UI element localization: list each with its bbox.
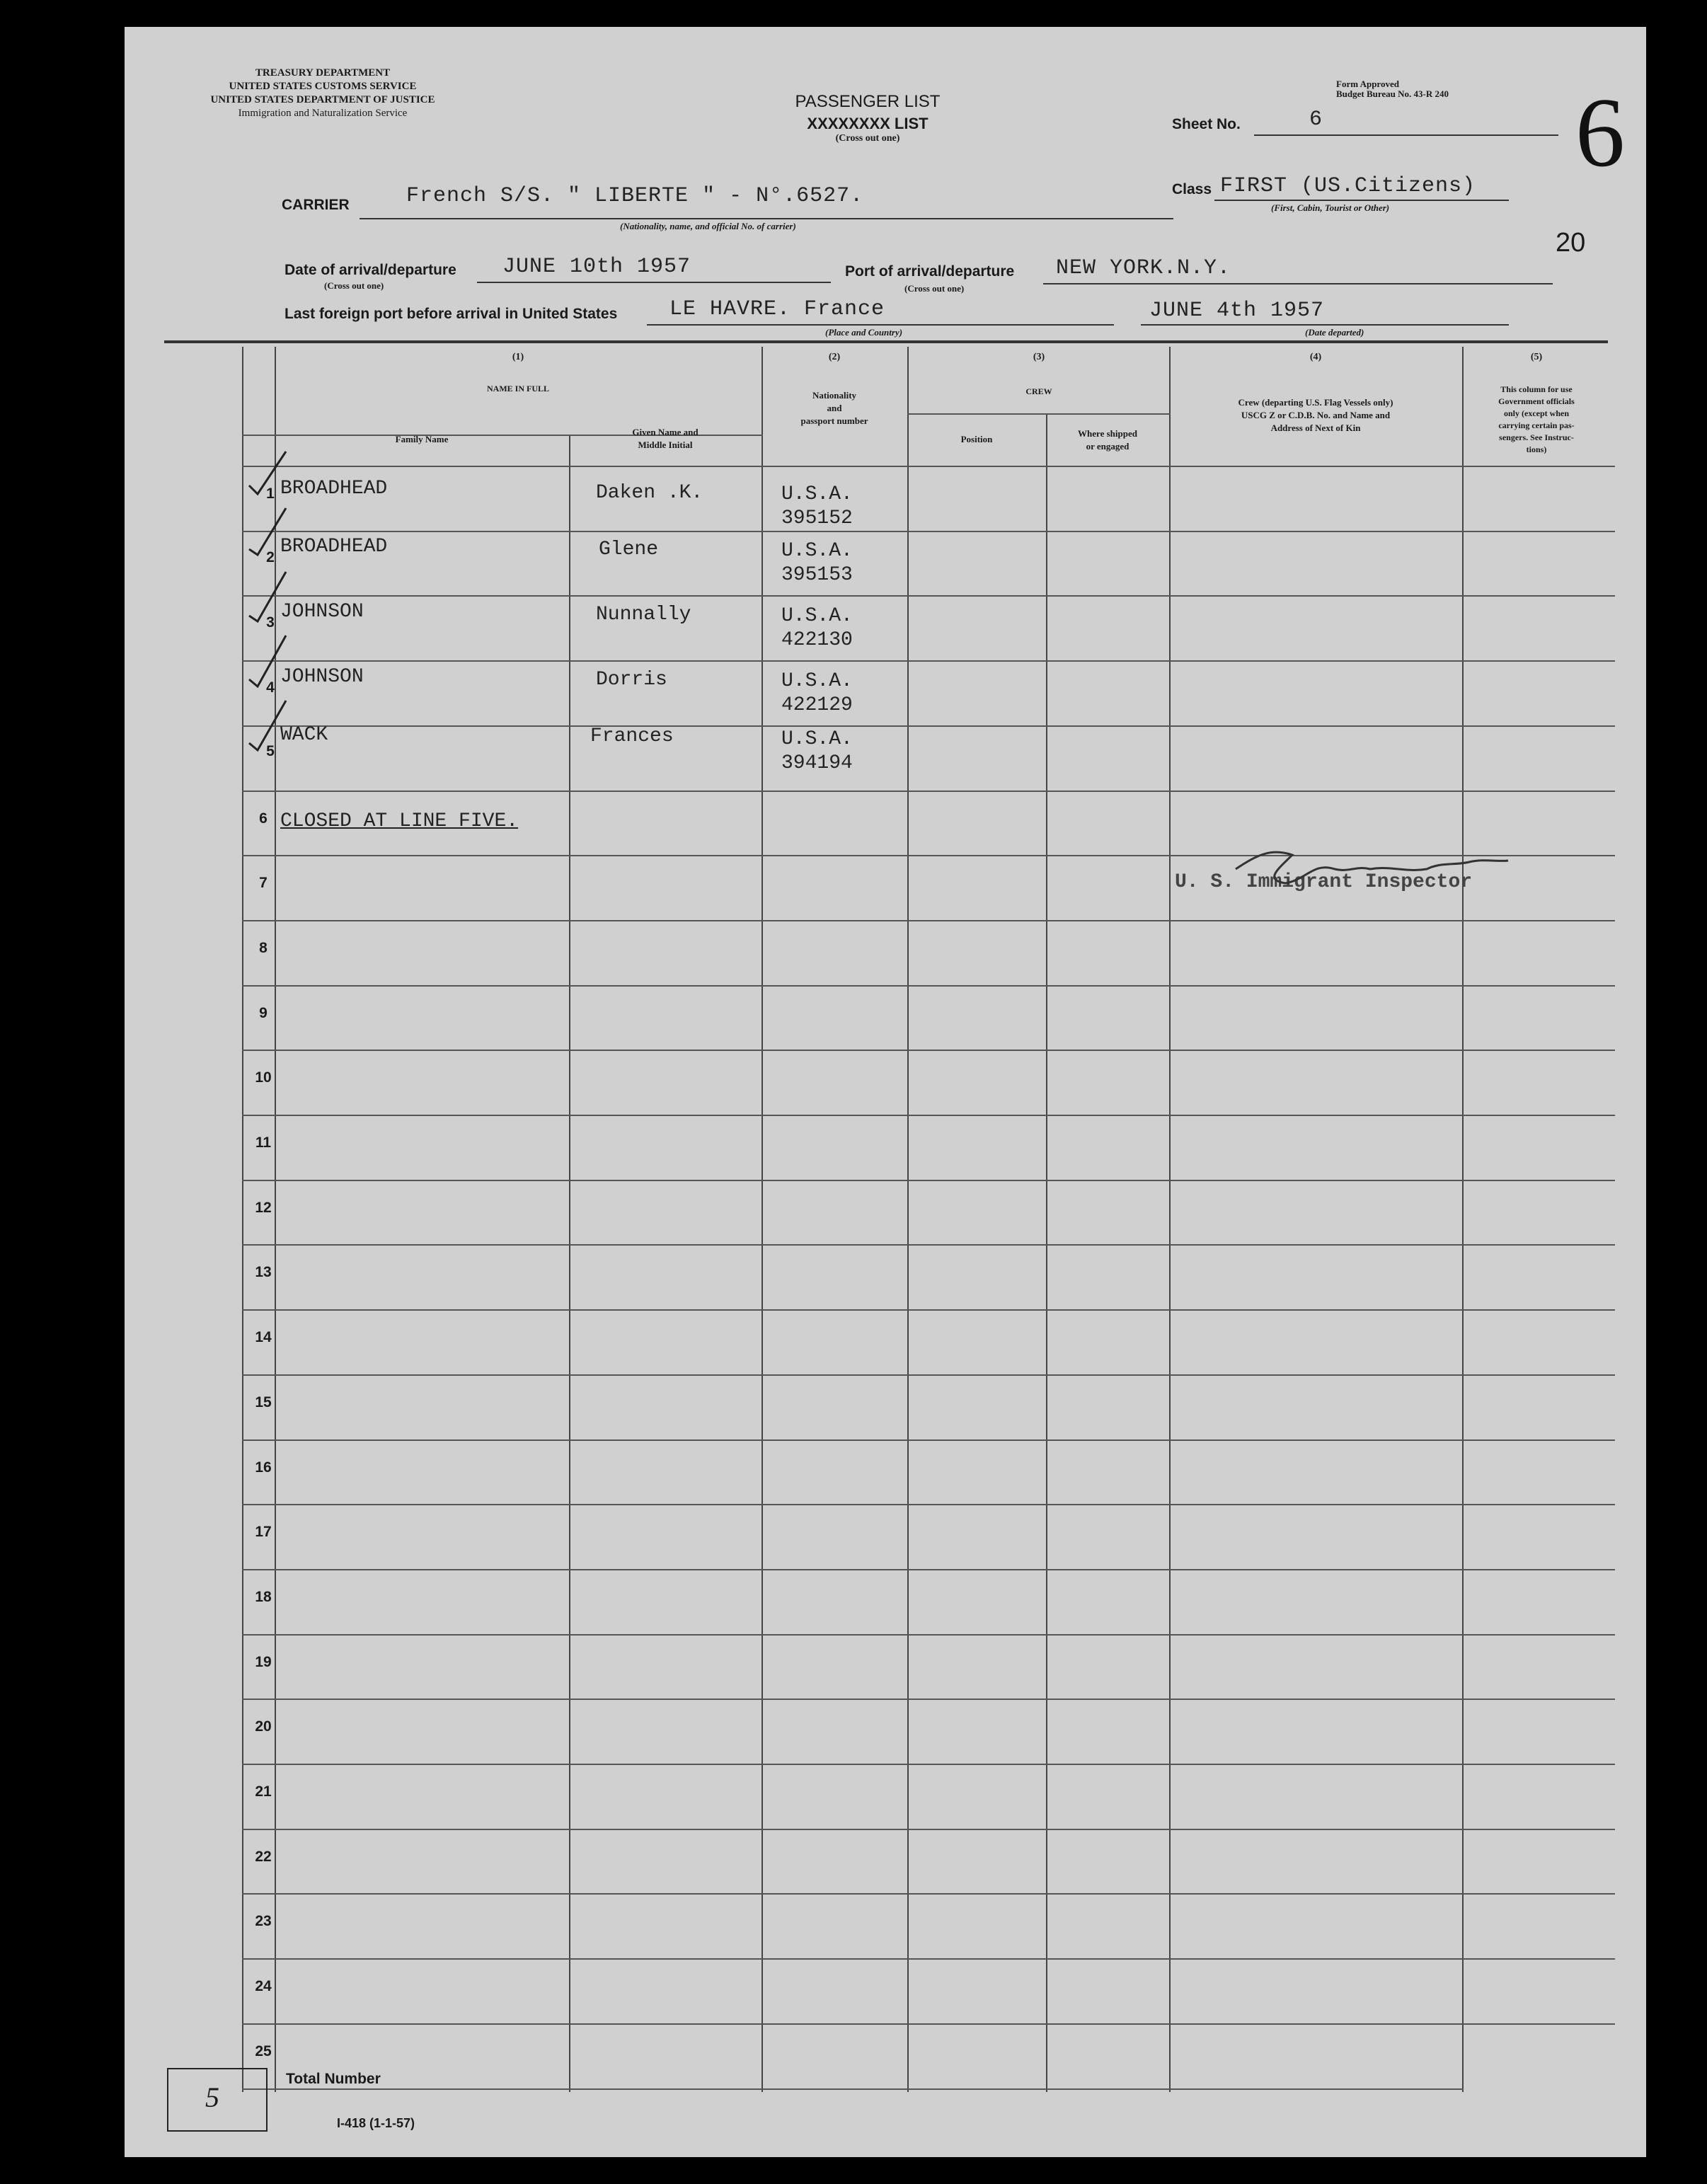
row-rule: [242, 1569, 1615, 1570]
passport-cell: 395152: [781, 507, 853, 529]
family-name-cell: BROADHEAD: [280, 478, 388, 500]
row-number: 7: [259, 875, 268, 891]
total-number-label: Total Number: [286, 2071, 381, 2087]
row-rule: [242, 1958, 1615, 1960]
row-number: 19: [255, 1654, 272, 1670]
row-rule: [242, 1244, 1615, 1246]
col-line-2: [569, 436, 570, 2092]
col2-number: (2): [828, 352, 841, 362]
passenger-list-form: [125, 27, 1646, 2157]
port-underline: [1043, 283, 1553, 285]
row-rule: [242, 1504, 1615, 1505]
col2-title-line1: Nationality: [812, 390, 857, 401]
col-line-4: [907, 347, 909, 2092]
row-rule: [242, 660, 1615, 662]
position-header: Position: [960, 434, 993, 444]
col4-title-line1: Crew (departing U.S. Flag Vessels only): [1238, 397, 1393, 408]
row-rule: [242, 531, 1615, 532]
family-name-header: Family Name: [395, 434, 449, 444]
where-shipped-header: [1046, 427, 1169, 453]
row-rule: [242, 1115, 1615, 1116]
row-rule: [242, 1374, 1615, 1376]
row-number: 4: [266, 679, 275, 696]
col3-number: (3): [1033, 352, 1045, 362]
class-underline: [1214, 200, 1509, 201]
arrival-date-label: Date of arrival/departure: [284, 262, 456, 278]
last-port-sub: (Place and Country): [825, 327, 903, 338]
passport-cell: 394194: [781, 752, 853, 774]
last-port-label: Last foreign port before arrival in United States: [284, 306, 618, 322]
row-rule: [242, 1699, 1615, 1700]
row-number: 6: [259, 810, 268, 827]
arrival-date-underline: [477, 282, 831, 283]
row-number: 1: [266, 485, 275, 502]
row-rule: [242, 1893, 1615, 1895]
passport-cell: 422129: [781, 694, 853, 716]
nationality-cell: U.S.A.: [781, 728, 853, 750]
closed-note: CLOSED AT LINE FIVE.: [280, 810, 519, 832]
col-line-6: [1169, 347, 1171, 2092]
col5-title-line1: This column for use: [1500, 384, 1573, 394]
col1-number: (1): [512, 352, 524, 362]
row-number: 5: [266, 743, 275, 759]
passport-cell: 395153: [781, 564, 853, 586]
row-number: 16: [255, 1459, 272, 1476]
form-code: I-418 (1-1-57): [337, 2116, 415, 2130]
sheet-no-value: 6: [1309, 108, 1323, 132]
col5-title-line3: only (except when: [1504, 408, 1569, 418]
where-shipped-line1: Where shipped: [1078, 428, 1137, 439]
family-name-cell: BROADHEAD: [280, 536, 388, 558]
row-number: 21: [255, 1783, 272, 1800]
row-rule: [242, 1634, 1615, 1636]
row-number: 17: [255, 1524, 272, 1540]
col5-title-line5: sengers. See Instruc-: [1499, 432, 1574, 442]
row-rule: [242, 1764, 1615, 1765]
title-crossout-note: (Cross out one): [835, 133, 900, 144]
sheet-underline: [1254, 134, 1558, 136]
row-number: 2: [266, 549, 275, 565]
carrier-underline: [360, 218, 1173, 219]
col5-title: [1462, 384, 1611, 456]
col5-title-line2: Government officials: [1498, 396, 1575, 406]
row-number: 24: [255, 1978, 272, 1994]
header-ins: Immigration and Naturalization Service: [238, 108, 408, 119]
row-rule: [242, 1309, 1615, 1311]
row-number: 12: [255, 1200, 272, 1216]
port-label: Port of arrival/departure: [845, 263, 1015, 280]
carrier-value: French S/S. " LIBERTE " - N°.6527.: [406, 184, 864, 208]
check-marks-icon: [243, 423, 300, 763]
title-passenger-list: PASSENGER LIST: [795, 92, 941, 111]
departed-date-value: JUNE 4th 1957: [1149, 299, 1325, 323]
passport-cell: 422130: [781, 629, 853, 651]
inspector-stamp: U. S. Immigrant Inspector: [1175, 871, 1473, 893]
row-rule: [242, 1829, 1615, 1830]
last-port-underline: [647, 324, 1114, 326]
col5-number: (5): [1530, 352, 1543, 362]
col3-title: CREW: [1025, 386, 1052, 396]
row-rule: [242, 725, 1615, 727]
col-line-7: [1462, 347, 1464, 2092]
departed-date-underline: [1141, 324, 1509, 326]
row-rule: [242, 1180, 1615, 1181]
col4-title-line3: Address of Next of Kin: [1270, 423, 1361, 433]
carrier-sub: (Nationality, name, and official No. of carrier): [620, 221, 796, 231]
col5-title-line4: carrying certain pas-: [1498, 420, 1575, 430]
col2-title: [761, 389, 907, 427]
row-number: 22: [255, 1849, 272, 1865]
arrival-date-value: JUNE 10th 1957: [502, 255, 691, 279]
form-approved: [1336, 79, 1449, 99]
class-value: FIRST (US.Citizens): [1220, 174, 1476, 198]
signature-icon: [1229, 841, 1512, 897]
nationality-cell: U.S.A.: [781, 605, 853, 627]
given-name-cell: Glene: [599, 539, 659, 561]
carrier-label: CARRIER: [282, 197, 350, 213]
row-rule: [242, 595, 1615, 597]
row-rule: [242, 985, 1615, 987]
agency-header: [174, 67, 471, 120]
given-name-cell: Daken .K.: [596, 482, 703, 504]
sheet-no-label: Sheet No.: [1172, 116, 1241, 132]
title-crew-list: XXXXXXXX LIST: [807, 115, 929, 132]
row-number: 8: [259, 940, 268, 956]
given-name-cell: Frances: [590, 725, 674, 747]
crew-header-rule: [907, 413, 1171, 415]
given-name-header-line2: Middle Initial: [638, 439, 693, 450]
port-value: NEW YORK.N.Y.: [1056, 256, 1231, 280]
family-name-cell: JOHNSON: [280, 601, 364, 623]
col4-title: [1169, 396, 1462, 435]
family-name-cell: JOHNSON: [280, 666, 364, 688]
row-number: 18: [255, 1589, 272, 1605]
side-number: 20: [1556, 228, 1586, 258]
where-shipped-line2: or engaged: [1086, 441, 1130, 452]
row-number: 11: [255, 1134, 272, 1151]
arrival-date-sub: (Cross out one): [324, 280, 384, 291]
nationality-cell: U.S.A.: [781, 670, 853, 692]
header-bottom-rule: [242, 466, 1615, 467]
col-line-5: [1046, 415, 1047, 2092]
col-line-3: [761, 347, 763, 2092]
header-customs: UNITED STATES CUSTOMS SERVICE: [229, 81, 417, 92]
given-name-header: [569, 426, 761, 452]
col4-number: (4): [1309, 352, 1322, 362]
row-number: 3: [266, 614, 275, 631]
departed-date-sub: (Date departed): [1305, 327, 1364, 338]
row-number: 15: [255, 1394, 272, 1410]
row-rule: [242, 791, 1615, 792]
header-treasury: TREASURY DEPARTMENT: [255, 67, 391, 79]
given-name-header-line1: Given Name and: [632, 427, 699, 437]
total-number-value: 5: [205, 2081, 219, 2113]
class-sub: (First, Cabin, Tourist or Other): [1271, 202, 1390, 213]
sheet-number-large: 6: [1575, 78, 1625, 188]
col4-title-line2: USCG Z or C.D.B. No. and Name and: [1241, 410, 1391, 420]
row-number: 23: [255, 1913, 272, 1929]
nationality-cell: U.S.A.: [781, 483, 853, 505]
row-number: 25: [255, 2043, 272, 2059]
last-port-value: LE HAVRE. France: [669, 297, 885, 321]
row-number: 9: [259, 1005, 268, 1021]
nationality-cell: U.S.A.: [781, 540, 853, 562]
row-rule: [242, 1050, 1615, 1051]
row-rule: [242, 2023, 1615, 2025]
budget-bureau-line: Budget Bureau No. 43-R 240: [1336, 88, 1449, 99]
col5-title-line6: tions): [1526, 444, 1547, 454]
table-top-rule: [164, 340, 1608, 343]
row-rule: [242, 920, 1615, 921]
form-approved-line: Form Approved: [1336, 79, 1399, 89]
family-name-cell: WACK: [280, 724, 328, 746]
col2-title-line3: passport number: [800, 415, 868, 426]
form-title: [761, 92, 974, 144]
row-rule: [242, 2088, 1464, 2090]
row-number: 10: [255, 1069, 272, 1086]
row-rule: [242, 1439, 1615, 1441]
given-name-cell: Dorris: [596, 669, 667, 691]
row-number: 13: [255, 1264, 272, 1280]
row-number: 14: [255, 1329, 272, 1345]
header-justice: UNITED STATES DEPARTMENT OF JUSTICE: [210, 94, 435, 105]
port-sub: (Cross out one): [904, 283, 965, 294]
total-number-box: [167, 2068, 268, 2132]
class-label: Class: [1172, 181, 1212, 197]
col2-title-line2: and: [827, 403, 842, 413]
row-number: 20: [255, 1718, 272, 1735]
given-name-cell: Nunnally: [596, 604, 691, 626]
col1-title: NAME IN FULL: [486, 384, 549, 393]
